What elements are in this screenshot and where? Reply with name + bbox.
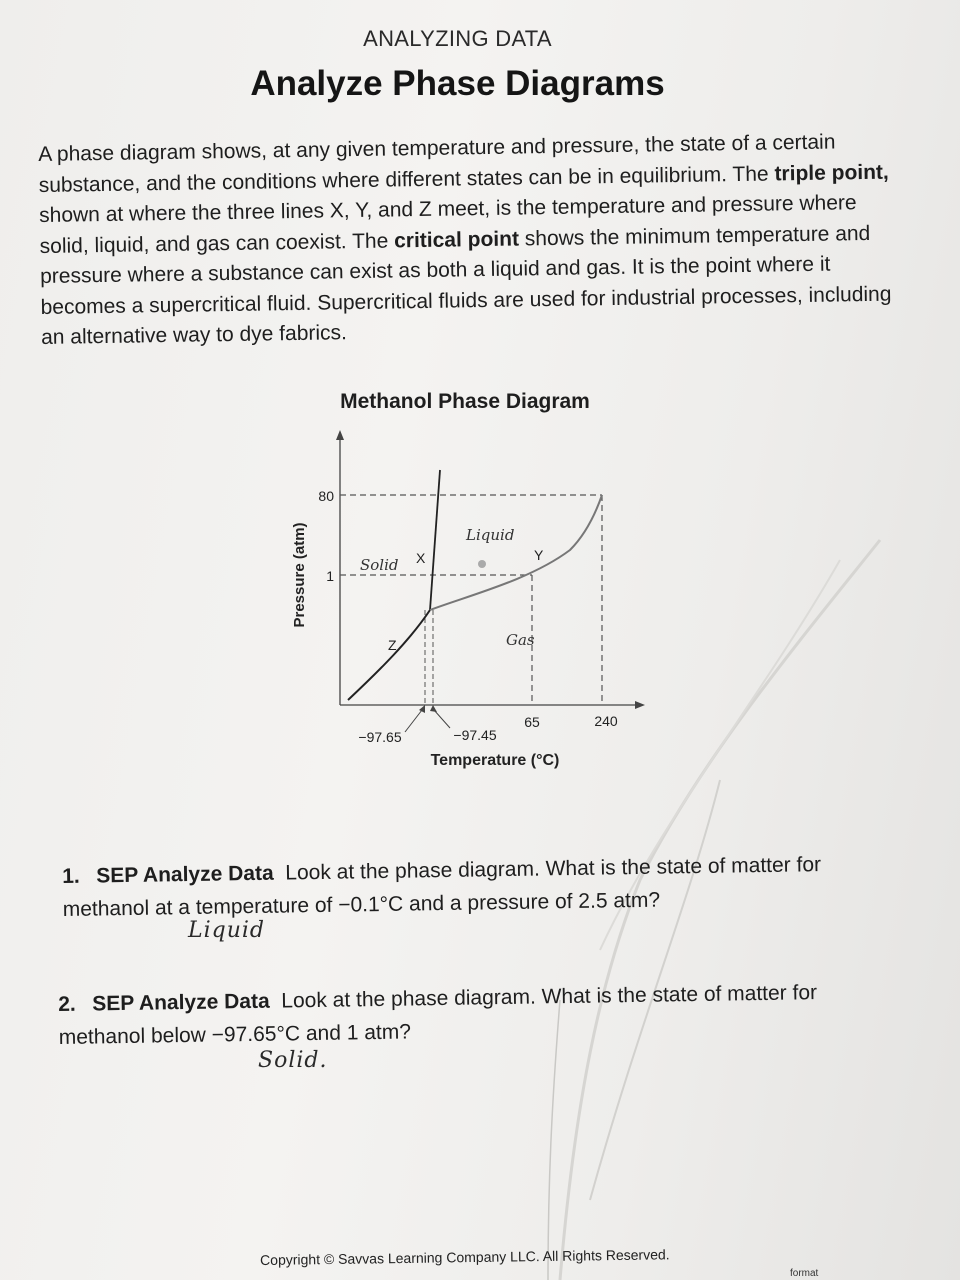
handwritten-solid: Solid — [360, 556, 399, 574]
intro-paragraph — [38, 126, 901, 353]
leader-n97-65-arrow — [419, 705, 425, 713]
phase-diagram-chart — [270, 420, 670, 780]
copyright-footer: Copyright © Savvas Learning Company LLC. All Rights Reserved. — [260, 1246, 670, 1268]
y-axis-title: Pressure (atm) — [291, 522, 308, 628]
line-x-melting — [430, 470, 440, 610]
question-2-number: 2. — [58, 992, 76, 1016]
section-kicker: ANALYZING DATA — [363, 26, 552, 51]
answer-1-handwritten: Liquid — [188, 918, 266, 943]
x-tick-240: 240 — [594, 713, 618, 729]
x-tick-n97-45: −97.45 — [453, 727, 497, 743]
handwritten-gas: Gas — [506, 631, 535, 649]
leader-n97-65 — [405, 710, 422, 732]
question-1-number: 1. — [62, 864, 80, 888]
x-axis-title: Temperature (°C) — [430, 752, 560, 769]
line-y-vaporization — [430, 495, 602, 610]
pencil-dot — [478, 560, 486, 568]
question-1-text: Look at the phase diagram. What is the state of matter for methanol at a temperature of −0.1°C and a pressure of 2.5 atm? — [62, 853, 822, 921]
intro-text-1: A phase diagram shows, at any given temperature and pressure, the state of a certain substance, and the conditions where different states can be in equilibrium. The — [38, 130, 836, 197]
question-2-tag: SEP Analyze Data — [92, 989, 270, 1016]
question-2-text: Look at the phase diagram. What is the state of matter for methanol below −97.65°C and 1 atm? — [58, 981, 818, 1049]
label-line-y: Y — [534, 547, 544, 563]
x-axis-arrow — [635, 701, 645, 709]
handwritten-liquid: Liquid — [466, 526, 515, 544]
y-tick-80: 80 — [318, 488, 334, 504]
chart-title: Methanol Phase Diagram — [340, 390, 590, 413]
term-triple-point: triple point, — [774, 160, 889, 185]
leader-n97-45 — [434, 710, 450, 728]
question-1 — [62, 847, 883, 926]
y-tick-1: 1 — [326, 568, 334, 584]
label-line-z: Z — [388, 637, 397, 653]
y-axis-arrow — [336, 430, 344, 440]
x-tick-65: 65 — [524, 714, 540, 730]
question-2 — [58, 975, 889, 1054]
label-line-x: X — [416, 550, 426, 566]
intro-text-3: shows the minimum temperature and pressure where a substance can exist as both a liquid and gas. It is the point where it becomes a supercritical fluid. Supercritical fluids are used for industrial processes, including an alternative way to dye fabrics. — [39, 221, 892, 349]
intro-text-2: shown at where the three lines X, Y, and Z meet, is the temperature and pressure where solid, liquid, and gas can coexist. The — [39, 191, 857, 258]
page-title: Analyze Phase Diagrams — [250, 64, 665, 103]
answer-2-handwritten: Solid. — [258, 1048, 328, 1073]
leader-n97-45-arrow — [430, 705, 437, 712]
question-1-tag: SEP Analyze Data — [96, 861, 274, 888]
term-critical-point: critical point — [393, 226, 520, 252]
x-tick-n97-65: −97.65 — [358, 729, 402, 745]
footer-fragment: format — [790, 1268, 819, 1279]
line-z-sublimation — [348, 610, 430, 700]
